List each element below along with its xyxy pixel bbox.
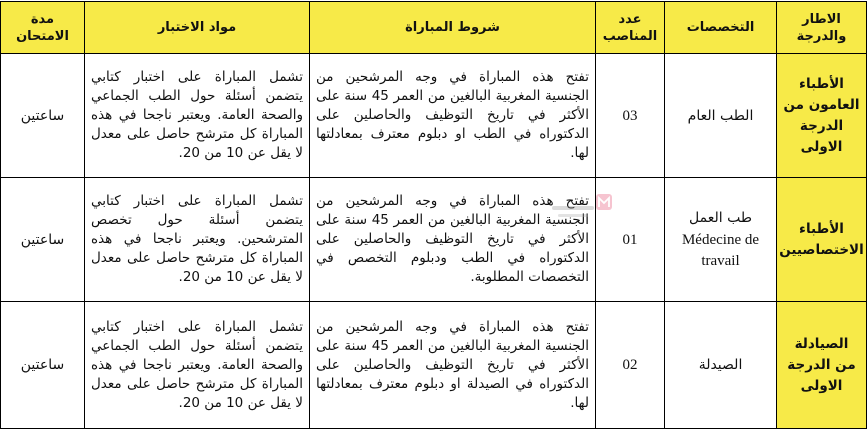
row1-grade	[777, 54, 866, 177]
header-specialty	[665, 2, 776, 53]
row1-positions	[596, 54, 664, 177]
subjects-text: تشمل المباراة على اختبار كتابي يتضمن أسئلة حول تخصص المترشحين. ويعتبر ناجحا في هذه المباراة كل مترشح حاصل على معدل لا يقل عن 10 من 20.	[91, 193, 303, 285]
specialty-text: الصيدلة	[698, 357, 743, 373]
specialty-french-text: Médecine de travail	[681, 231, 760, 269]
subjects-text: تشمل المباراة على اختبار كتابي يتضمن أسئلة حول الطب الجماعي والصحة العامة. ويعتبر ناجحا في هذه المباراة كل مترشح حاصل على معدل لا يقل عن 10 من 20.	[91, 69, 303, 161]
positions-count: 02	[622, 357, 638, 373]
row2-subjects	[85, 178, 309, 301]
grade-text: الأطباء العامون من الدرجة الاولى	[783, 75, 860, 155]
row3-conditions	[310, 302, 595, 428]
header-grade	[777, 2, 866, 53]
row1-duration	[1, 54, 84, 177]
conditions-text: تفتح هذه المباراة في وجه المرشحين من الجنسية المغربية البالغين من العمر 45 سنة على الأكثر في تاريخ التوظيف والحاصلين على الدكتوراه في الصيدلة او دبلوم معترف بمعادلتها لها.	[316, 318, 590, 411]
header-duration	[1, 2, 84, 53]
row1-subjects	[85, 54, 309, 177]
positions-count: 03	[622, 107, 638, 124]
conditions-text: تفتح هذه المباراة في وجه المرشحين من الجنسية المغربية البالغين من العمر 45 سنة على الأكثر في تاريخ التوظيف والحاصلين على الدكتوراه في الطب او دبلوم معترف بمعادلتها لها.	[316, 69, 590, 161]
row2-grade	[777, 178, 866, 301]
grade-text: الأطباء الاختصاصيين	[779, 220, 864, 258]
duration-text: ساعتين	[20, 107, 65, 124]
specialty-text: طب العمل	[689, 209, 752, 226]
specialty-text: الطب العام	[687, 107, 754, 124]
recruitment-table	[0, 1, 867, 429]
conditions-text: تفتح هذه المباراة في وجه المرشحين من الجنسية المغربية البالغين من العمر 45 سنة على الأكثر في تاريخ التوظيف والحاصلين على الدكتوراه في الطب ودبلوم التخصص في التخصصات المطلوبة.	[316, 193, 590, 285]
row3-grade	[777, 302, 866, 428]
header-conditions	[310, 2, 595, 53]
header-subjects	[85, 2, 309, 53]
row3-duration	[1, 302, 84, 428]
row2-specialty	[665, 178, 776, 301]
grade-text: الصيادلة من الدرجة الاولى	[787, 335, 856, 394]
positions-count: 01	[622, 231, 638, 248]
header-specialty-label: التخصصات	[686, 20, 755, 35]
header-positions-label: عدد المناصب	[602, 11, 658, 44]
row3-subjects	[85, 302, 309, 428]
header-grade-label: الاطار والدرجة	[796, 11, 847, 44]
header-subjects-label: مواد الاختبار	[157, 20, 237, 35]
row2-positions	[596, 178, 664, 301]
subjects-text: تشمل المباراة على اختبار كتابي يتضمن أسئلة حول الطب الجماعي والصحة العامة. ويعتبر ناجحا في هذه المباراة كل مترشح حاصل على معدل لا يقل عن 10 من 20.	[91, 318, 303, 411]
duration-text: ساعتين	[20, 357, 65, 373]
header-duration-label: مدة الامتحان	[16, 11, 69, 44]
row1-conditions	[310, 54, 595, 177]
row3-positions	[596, 302, 664, 428]
row2-duration	[1, 178, 84, 301]
row2-conditions	[310, 178, 595, 301]
header-positions	[596, 2, 664, 53]
row3-specialty	[665, 302, 776, 428]
duration-text: ساعتين	[20, 231, 65, 248]
row1-specialty	[665, 54, 776, 177]
header-conditions-label: شروط المباراة	[405, 20, 500, 35]
